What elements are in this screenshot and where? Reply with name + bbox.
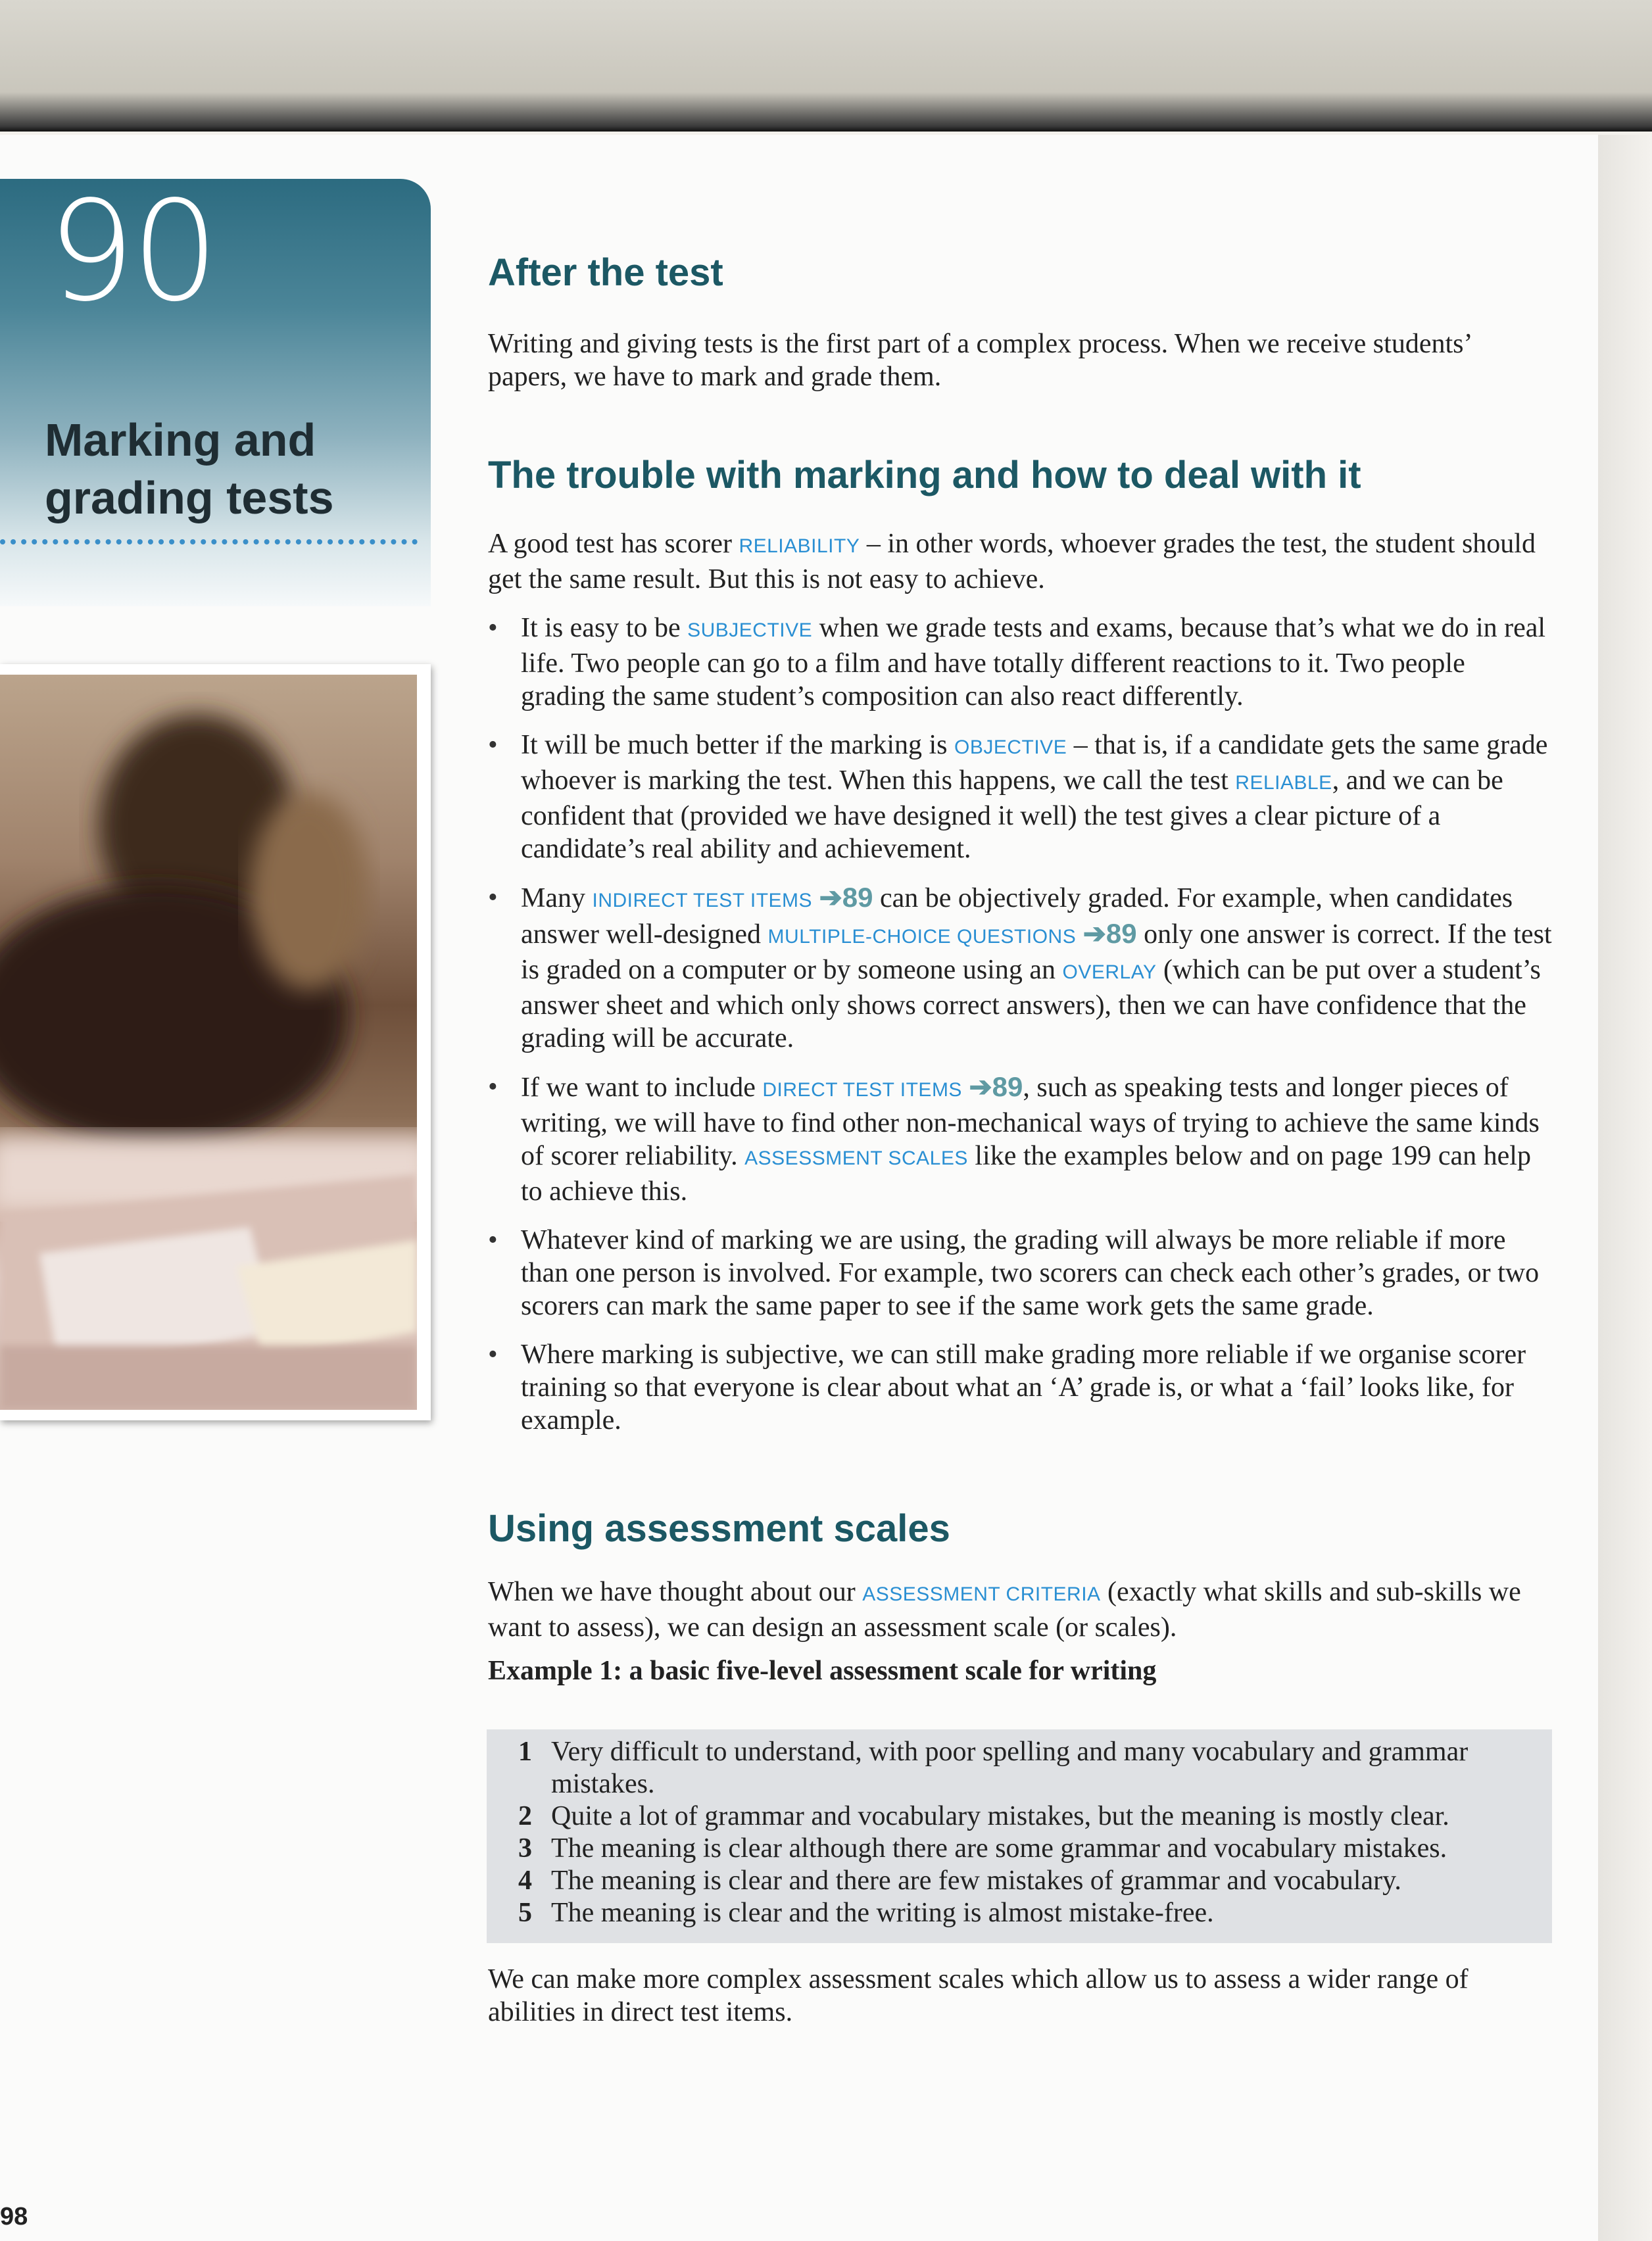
- scale-level-text: The meaning is clear although there are some grammar and vocabulary mistakes.: [551, 1833, 1447, 1864]
- text-run: If we want to include: [521, 1072, 763, 1103]
- section-heading: The trouble with marking and how to deal with it: [488, 454, 1361, 496]
- section-assessment-scales: [488, 1506, 1553, 1687]
- bullet-icon: •: [488, 1072, 498, 1102]
- list-item: [488, 1071, 1553, 1208]
- bullet-icon: •: [488, 613, 498, 643]
- page-gutter: [1598, 135, 1652, 2241]
- glossary-term: OVERLAY: [1062, 961, 1157, 983]
- scale-level: [518, 1833, 1544, 1865]
- photo-student-grading-icon: [0, 675, 417, 1410]
- scale-level: [518, 1800, 1544, 1833]
- bullet-icon: •: [488, 882, 498, 913]
- section-trouble-with-marking: [488, 452, 1553, 1453]
- text-run: Where marking is subjective, we can still make grading more reliable if we organise scorer training so that everyone is clear about what an ‘A’ grade is, or what a ‘fail’ looks like, for example.: [521, 1339, 1526, 1435]
- closing-block: [488, 1963, 1553, 2029]
- text-run: Many: [521, 883, 593, 913]
- scale-level: [518, 1897, 1544, 1929]
- example-title: Example 1: a basic five-level assessment scale for writing: [488, 1656, 1157, 1686]
- text-run: – that is, if a candidate gets the same grade whoever is marking the test. When this happens, we call the test: [521, 730, 1548, 796]
- glossary-term: OBJECTIVE: [954, 736, 1067, 758]
- photo-frame: [0, 664, 431, 1420]
- assessment-scale-box: [487, 1729, 1552, 1943]
- list-item: [488, 1338, 1553, 1437]
- glossary-term: MULTIPLE-CHOICE QUESTIONS: [767, 926, 1077, 948]
- glossary-term: RELIABILITY: [739, 535, 860, 557]
- text-run: like the examples below and on page 199 can help to achieve this.: [521, 1141, 1531, 1207]
- chapter-number: 90: [47, 171, 216, 332]
- section-heading: Using assessment scales: [488, 1507, 950, 1550]
- scale-level-number: 5: [518, 1898, 532, 1928]
- text-run: , such as speaking tests and longer pieces of writing, we will have to find other non-mechanical ways of trying to achieve the same kinds of scorer reliability.: [521, 1072, 1540, 1171]
- page-number: 98: [0, 2203, 28, 2230]
- text-run: (which can be put over a student’s answer sheet and which only shows correct answers), then we can have confidence that the grading will be accurate.: [521, 955, 1541, 1053]
- scale-level-text: The meaning is clear and there are few mistakes of grammar and vocabulary.: [551, 1866, 1401, 1896]
- bullet-icon: •: [488, 1339, 498, 1370]
- scale-level-number: 1: [518, 1737, 532, 1767]
- glossary-term: INDIRECT TEST ITEMS: [592, 890, 813, 911]
- text-run: It will be much better if the marking is: [521, 730, 954, 760]
- scale-level-number: 2: [518, 1801, 532, 1831]
- scale-level-text: The meaning is clear and the writing is almost mistake-free.: [551, 1898, 1214, 1928]
- text-run: A good test has scorer: [488, 529, 739, 559]
- glossary-term: SUBJECTIVE: [687, 619, 813, 641]
- cross-reference: ➔89: [1082, 918, 1137, 949]
- scale-level: [518, 1736, 1544, 1800]
- scale-level: [518, 1865, 1544, 1897]
- glossary-term: RELIABLE: [1235, 772, 1332, 794]
- text-run: – in other words, whoever grades the test, the student should get the same result. But this is not easy to achieve.: [488, 529, 1536, 594]
- scan-top-edge: [0, 0, 1652, 132]
- glossary-term: ASSESSMENT CRITERIA: [862, 1583, 1101, 1605]
- text-run: Whatever kind of marking we are using, the grading will always be more reliable if more than one person is involved. For example, two scorers can check each other’s grades, or two scorers can mark the same paper to see if the same work gets the same grade.: [521, 1225, 1540, 1321]
- bullet-icon: •: [488, 1225, 498, 1255]
- glossary-term: ASSESSMENT SCALES: [744, 1147, 968, 1169]
- assessment-scale-list: [518, 1736, 1544, 1929]
- closing-paragraph: We can make more complex assessment scales which allow us to assess a wider range of abilities in direct test items.: [488, 1964, 1469, 2027]
- text-run: (exactly what skills and sub-skills we want to assess), we can design an assessment scale (or scales).: [488, 1577, 1521, 1643]
- scale-level-text: Very difficult to understand, with poor spelling and many vocabulary and grammar mistakes.: [551, 1737, 1469, 1799]
- section-heading: After the test: [488, 251, 723, 294]
- text-run: can be objectively graded. For example, when candidates answer well-designed: [521, 883, 1513, 950]
- paragraph: Writing and giving tests is the first part of a complex process. When we receive students’ papers, we have to mark and grade them.: [488, 329, 1471, 392]
- scale-level-text: Quite a lot of grammar and vocabulary mistakes, but the meaning is mostly clear.: [551, 1801, 1449, 1831]
- bullet-icon: •: [488, 730, 498, 760]
- chapter-dotted-divider: [0, 539, 418, 544]
- scale-level-number: 4: [518, 1866, 532, 1896]
- intro-paragraph: [488, 527, 1553, 596]
- scale-level-number: 3: [518, 1833, 532, 1864]
- bullet-list: [488, 612, 1553, 1437]
- list-item: [488, 881, 1553, 1055]
- chapter-title: Marking and grading tests: [45, 414, 334, 523]
- cross-reference: ➔89: [819, 882, 873, 913]
- list-item: [488, 612, 1553, 713]
- text-run: only one answer is correct. If the test is graded on a computer or by someone using an: [521, 919, 1552, 985]
- text-run: It is easy to be: [521, 613, 688, 643]
- text-run: when we grade tests and exams, because that’s what we do in real life. Two people can go to a film and have totally different reactions to it. Two people grading the same student’s composition can also react differently.: [521, 613, 1546, 711]
- text-run: When we have thought about our: [488, 1577, 863, 1607]
- cross-reference: ➔89: [969, 1071, 1023, 1102]
- list-item: [488, 1224, 1553, 1322]
- text-run: , and we can be confident that (provided we have designed it well) the test gives a clear picture of a candidate’s real ability and achievement.: [521, 765, 1503, 864]
- section-after-the-test: [488, 250, 1553, 393]
- glossary-term: DIRECT TEST ITEMS: [762, 1079, 962, 1101]
- intro-paragraph: [488, 1576, 1553, 1644]
- photo-illustration: [0, 675, 417, 1410]
- list-item: [488, 729, 1553, 865]
